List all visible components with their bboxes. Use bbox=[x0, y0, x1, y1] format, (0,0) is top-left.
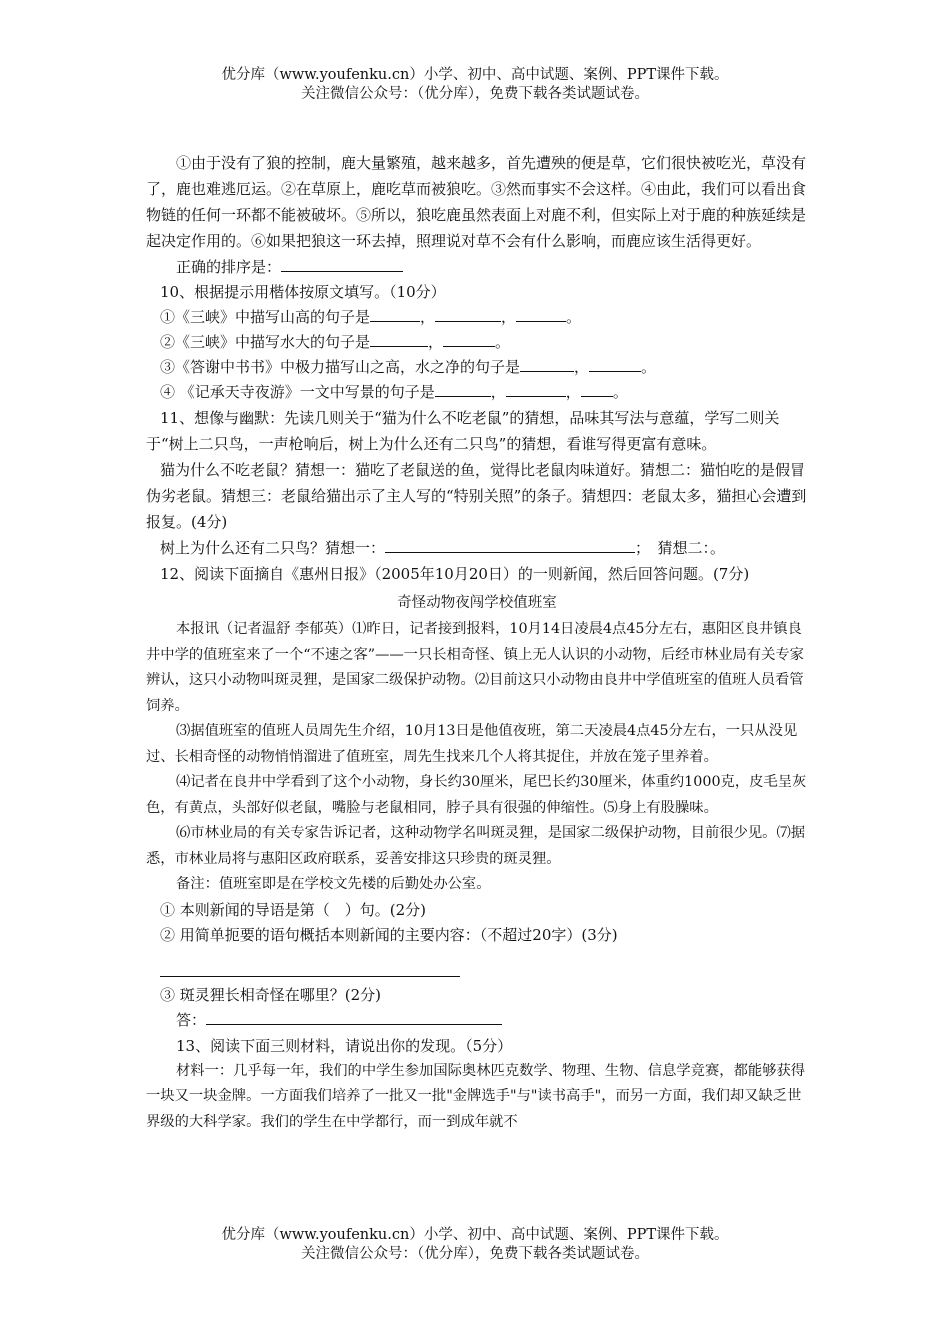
q10-4-blank-a[interactable] bbox=[435, 381, 491, 397]
q10-4-blank-b[interactable] bbox=[506, 381, 566, 397]
q10-2-blank-b[interactable] bbox=[443, 331, 495, 347]
q11-guess2-label: ； 猜想二： bbox=[635, 539, 711, 557]
news-paragraph-1: 本报讯（记者温舒 李郁英）⑴昨日，记者接到报料，10月14日凌晨4点45分左右，惠阳区良井镇良井中学的值班室来了一个“不速之客”——一只长相奇怪、镇上无人认识的小动物，后经市林业局有关专家辨认，这只小动物叫斑灵狸，是国家二级保护动物。⑵目前这只小动物由良井中学值班室的值班人员看管饲养。 bbox=[146, 621, 804, 714]
q10-item-2: ②《三峡》中描写水大的句子是 ， 。 bbox=[160, 333, 511, 351]
exam-content bbox=[146, 150, 808, 1135]
q10-title: 10、根据提示用楷体按原文填写。（10分） bbox=[160, 283, 446, 301]
q11-prompt: 树上为什么还有二只鸟？猜想一： bbox=[160, 539, 386, 557]
news-paragraph-4: ⑹市林业局的有关专家告诉记者，这种动物学名叫斑灵狸，是国家二级保护动物，目前很少见。⑺据悉，市林业局将与惠阳区政府联系，妥善安排这只珍贵的斑灵狸。 bbox=[146, 825, 806, 867]
header-line-2: 关注微信公众号：（优分库），免费下载各类试题试卷。 bbox=[301, 86, 649, 102]
q9-order-label: 正确的排序是： bbox=[176, 258, 282, 276]
page-footer bbox=[0, 1226, 950, 1264]
q12-sub-3: ③ 斑灵狸长相奇怪在哪里？(2分) bbox=[160, 985, 382, 1004]
q10-item-1: ①《三峡》中描写山高的句子是 ， ， 。 bbox=[160, 308, 582, 326]
q10-item-3: ③《答谢中书书》中极力描写山之高，水之净的句子是 ， 。 bbox=[160, 358, 657, 376]
page-header bbox=[0, 66, 950, 104]
news-title: 奇怪动物夜闯学校值班室 bbox=[397, 595, 557, 611]
q13-material-1: 材料一：几乎每一年，我们的中学生参加国际奥林匹克数学、物理、生物、信息学竞赛，都能够获得一块又一块金牌。一方面我们培养了一批又一批"金牌选手"与"读书高手"，而另一方面，我们却又缺乏世界级的大科学家。我们的学生在中学都行，而一到成年就不 bbox=[146, 1062, 806, 1130]
q11-guess1-blank[interactable] bbox=[385, 537, 635, 553]
q10-4-blank-c[interactable] bbox=[581, 381, 613, 397]
q10-1-blank-c[interactable] bbox=[516, 306, 566, 322]
q10-3-blank-a[interactable] bbox=[520, 356, 574, 372]
q9-order-blank[interactable] bbox=[281, 256, 403, 272]
q12-sub-2-answer-line[interactable] bbox=[160, 948, 460, 977]
q10-2-blank-a[interactable] bbox=[370, 331, 428, 347]
footer-line-1: 优分库（www.youfenku.cn）小学、初中、高中试题、案例、PPT课件下载。 bbox=[221, 1227, 729, 1243]
news-paragraph-3: ⑷记者在良井中学看到了这个小动物，身长约30厘米，尾巴长约30厘米，体重约1000克，皮毛呈灰色，有黄点，头部好似老鼠，嘴脸与老鼠相同，脖子具有很强的伸缩性。⑸身上有股臊味。 bbox=[146, 774, 807, 816]
q12-answer-label: 答： bbox=[176, 1010, 207, 1029]
header-line-1: 优分库（www.youfenku.cn）小学、初中、高中试题、案例、PPT课件下载。 bbox=[221, 67, 729, 83]
footer-line-2: 关注微信公众号：（优分库），免费下载各类试题试卷。 bbox=[301, 1246, 649, 1262]
q12-sub-2: ② 用简单扼要的语句概括本则新闻的主要内容：（不超过20字）(3分) bbox=[160, 925, 618, 944]
news-article bbox=[146, 591, 808, 898]
q9-passage: ①由于没有了狼的控制，鹿大量繁殖，越来越多，首先遭殃的便是草，它们很快被吃光，草没有了，鹿也难逃厄运。②在草原上，鹿吃草而被狼吃。③然而事实不会这样。④由此，我们可以看出食物链的任何一环都不能被破坏。⑤所以，狼吃鹿虽然表面上对鹿不利，但实际上对于鹿的种族延续是起决定作用的。⑥如果把狼这一环去掉，照理说对草不会有什么影响，而鹿应该生活得更好。 bbox=[146, 154, 807, 250]
q13-title: 13、阅读下面三则材料，请说出你的发现。（5分） bbox=[176, 1036, 513, 1055]
q11-prompt-line bbox=[146, 535, 808, 561]
q11-title: 11、想像与幽默：先读几则关于“猫为什么不吃老鼠”的猜想，品味其写法与意蕴，学写二则关于“树上二只鸟，一声枪响后，树上为什么还有二只鸟”的猜想，看谁写得更富有意味。 bbox=[146, 409, 780, 453]
news-paragraph-2: ⑶据值班室的值班人员周先生介绍，10月13日是他值夜班，第二天凌晨4点45分左右，一只从没见过、长相奇怪的动物悄悄溜进了值班室，周先生找来几个人将其捉住，并放在笼子里养着。 bbox=[146, 723, 798, 765]
q12-answer-blank[interactable] bbox=[206, 1009, 502, 1025]
news-note: 备注：值班室即是在学校文先楼的后勤处办公室。 bbox=[176, 876, 491, 892]
q9-order-line bbox=[146, 254, 808, 280]
q11-example: 猫为什么不吃老鼠？猜想一：猫吃了老鼠送的鱼，觉得比老鼠肉味道好。猜想二：猫怕吃的是假冒伪劣老鼠。猜想三：老鼠给猫出示了主人写的“特别关照”的条子。猜想四：老鼠太多，猫担心会遭到报复。(4分) bbox=[146, 461, 807, 531]
q10-item-4: ④ 《记承天寺夜游》一文中写景的句子是 ， ， 。 bbox=[160, 383, 628, 401]
q12-sub-1: ① 本则新闻的导语是第（ ）句。(2分) bbox=[160, 900, 427, 919]
q12-title: 12、阅读下面摘自《惠州日报》（2005年10月20日）的一则新闻，然后回答问题。(7分) bbox=[160, 565, 750, 583]
q10-3-blank-b[interactable] bbox=[589, 356, 641, 372]
q12-answer-line bbox=[146, 1008, 808, 1033]
q10-1-blank-b[interactable] bbox=[435, 306, 501, 322]
q10-1-blank-a[interactable] bbox=[370, 306, 420, 322]
q11-end: 。 bbox=[710, 539, 726, 557]
